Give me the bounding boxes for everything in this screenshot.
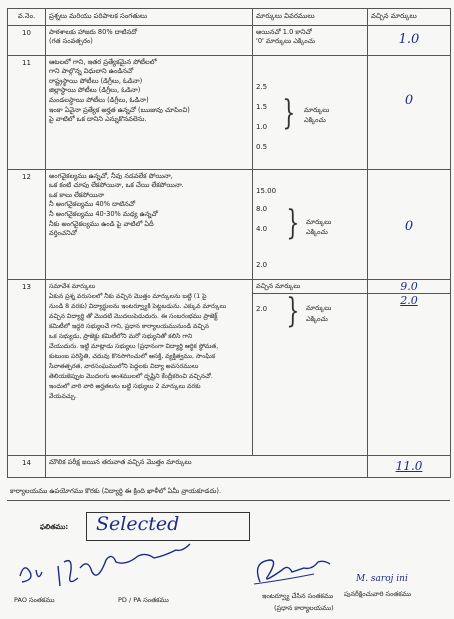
awarded-value-handwritten: 0 — [404, 92, 414, 108]
criteria-line: ఒక కాలు లేకపోయినా — [49, 190, 105, 199]
header-sno: వ.నెం. — [8, 9, 46, 26]
awarded-cell — [368, 55, 451, 169]
brace-note: మార్కులు — [304, 105, 330, 114]
awarded-value-handwritten: 11.0 — [395, 458, 423, 473]
criteria-line: (గత సంవత్సరం) — [49, 37, 93, 46]
criteria-line: పాఠశాలకు హాజరు 80% దాటినదో — [49, 27, 138, 36]
table-header-row — [8, 9, 451, 26]
criteria-line: అంగవైకల్యము ఉన్నచో, నీవు నడవలేక పోయినా, — [49, 171, 173, 180]
awarded-value-handwritten: 0 — [404, 218, 414, 234]
criteria-line: వేయవచ్చు. — [49, 393, 77, 401]
header-marks-awarded: వచ్చిన మార్కులు — [368, 9, 451, 26]
marks-option: 0.5 — [256, 142, 268, 151]
signature-name-handwritten: M. saroj ini — [356, 574, 408, 584]
header-criteria: ప్రశ్నలు మరియు పరిపాలక సంగతులు — [46, 9, 253, 26]
office-use-note: కార్యాలయము ఉపయోగము కొరకు (విద్యార్థి ఈ క్రింది ఖాళీలో ఏమీ వ్రాయకూడదు). — [10, 487, 222, 495]
criteria-line: వర్తించనిచో — [49, 229, 77, 238]
row-number: 10 — [8, 25, 46, 55]
marks-detail-cell — [253, 55, 368, 169]
criteria-line: కమిటీలో ఇద్దరి సభ్యులచే గాని, ప్రధాన కార్యాలయమునుండి వచ్చిన — [49, 323, 209, 331]
awarded-cell — [368, 455, 451, 477]
signature-ink-pao-pd — [14, 540, 224, 600]
marks-option: 15.00 — [256, 186, 277, 195]
awarded-cell — [368, 25, 451, 55]
criteria-title: సమావేశ మార్కులు — [49, 282, 96, 290]
criteria-line: మండలస్థాయి పోటీలు (డిగ్రీలు, ఓడినా) — [49, 96, 149, 105]
brace-glyph: } — [286, 202, 300, 243]
marks-detail-cell — [253, 169, 368, 279]
criteria-line: నీకు అంగవైకల్యము ఉండి పై వాటిలో ఏదీ — [49, 219, 154, 228]
criteria-line: తెలియజెప్పుట మొదలగు అంశములలో దృష్టిని కేంద్రీకరించి వచ్చినచో. — [49, 373, 213, 381]
criteria-cell — [46, 25, 253, 55]
row-number: 11 — [8, 55, 46, 169]
criteria-line: ఇందులో వారి వారి అర్హతలను బట్టి సభ్యులు 2 మార్కులు వరకు — [49, 383, 201, 391]
row-number: 14 — [8, 455, 46, 477]
marks-option: 8.0 — [256, 204, 268, 213]
table-row — [8, 55, 451, 169]
criteria-line: ఒక కంటి చూపు లేకపోయినా, ఒక చేయి లేకపోయినా. — [49, 181, 184, 190]
signature-label-pao: PAO సంతకము — [14, 596, 55, 604]
awarded-value-handwritten: 1.0 — [398, 31, 420, 47]
detail-line: అయినచో 1.0 కానిచో — [256, 27, 312, 36]
row-number: 12 — [8, 169, 46, 279]
criteria-line: ఏకున ప్రశ్న వరుసలలో నీకు వచ్చిన మొత్తం మార్కులను బట్టి (1 పై — [49, 292, 207, 300]
criteria-line: ఆటలలో గాని, ఇతర ప్రత్యేకమైన పోటీలలో — [49, 57, 157, 66]
marks-option: 2.0 — [256, 304, 268, 313]
brace-glyph: } — [282, 92, 296, 133]
criteria-line: ఒక సభ్యుడు, ప్రాజెక్టు కమిటీలోని మరో సభ్యునితో కలిసి గాని — [49, 333, 193, 341]
marks-table — [7, 8, 451, 478]
criteria-line: రాష్ట్రస్థాయి పోటీలు (డిగ్రీలు, ఓడినా) — [49, 76, 143, 85]
criteria-cell — [46, 55, 253, 169]
awarded-value-handwritten: 2.0 — [400, 293, 418, 307]
brace-note: మార్కులు — [306, 303, 332, 312]
marks-option: 2.5 — [256, 82, 268, 91]
signature-label-reviewer: పునరీక్షించువారి సంతకము — [344, 590, 411, 598]
criteria-cell — [46, 169, 253, 279]
awarded-cell — [368, 169, 451, 279]
sub-header: వచ్చిన మార్కులు — [253, 280, 367, 294]
criteria-line: నుండి 8 వరకు) విద్యార్థులను ఇంటర్వ్యూకి పెట్టబడును. ఎక్కువ మార్కులు — [49, 302, 227, 310]
criteria-line: గాని పాల్గొన్న విధులాని ఉండినచో — [49, 67, 134, 76]
brace-note: ఎక్కించు — [306, 227, 328, 236]
marks-option: 1.5 — [256, 102, 268, 111]
detail-line: '0' మార్కులు ఎక్కించు — [256, 37, 316, 46]
signature-label-pd: PD / PA సంతకము — [118, 596, 169, 604]
marks-option: 4.0 — [256, 224, 268, 233]
result-value-handwritten: Selected — [96, 513, 180, 535]
signature-label-interviewer: ఇంటర్వ్యూ చేసిన సంతకము — [262, 592, 334, 600]
awarded-cell — [368, 279, 451, 455]
marks-option: 1.0 — [256, 122, 268, 131]
brace-note: ఎక్కించు — [304, 115, 326, 124]
criteria-line: నీ అంగవైకల్యము 40-30% మధ్య ఉన్నచో — [49, 210, 158, 219]
table-row — [8, 279, 451, 455]
marks-detail-cell — [253, 279, 368, 455]
awarded-value-handwritten: 9.0 — [400, 279, 418, 293]
criteria-cell — [46, 279, 253, 455]
signature-sub-label: (ప్రధాన కార్యాలయము) — [274, 604, 334, 612]
header-marks-detail: మార్కులు వివరములు — [253, 9, 368, 26]
row-number: 13 — [8, 279, 46, 455]
criteria-line: ఇంకా ఏవైనా ప్రత్యేక అర్హత ఉన్నచో (ఋజువు చూపించి) — [49, 105, 190, 114]
result-label: ఫలితము: — [40, 523, 69, 531]
criteria-cell: మౌలిక పరీక్ష జయిన తరువాత వచ్చిన మొత్తం మార్కులు — [46, 455, 368, 477]
brace-note: ఎక్కించు — [306, 314, 328, 323]
table-row — [8, 25, 451, 55]
divider — [7, 500, 450, 501]
criteria-line: పై వాటిలో ఒక దానిని ఎన్నుకొనవలెను. — [49, 115, 147, 124]
criteria-line: నీ అంగవైకల్యము 40% దాటినచో — [49, 200, 136, 209]
signature-ink-interviewer — [246, 552, 336, 588]
marks-detail-cell — [253, 25, 368, 55]
brace-note: మార్కులు — [306, 217, 332, 226]
criteria-line: సేవాతత్పరత, వారసంఘములోని పెద్దలకు విద్యా అవసరములు — [49, 363, 199, 371]
marks-option: 2.0 — [256, 260, 268, 269]
criteria-line: వచ్చిన విద్యార్థి తో మొదటి మొదలుపెడుదురు. ఈ సంబరంభము ప్రాజెక్ట్ — [49, 312, 218, 320]
criteria-line: కుటుంబ పరిస్థితి, చదువు కొనసాగించులో ఆసక్తి, వ్యక్తిత్వము, సాంఘిక — [49, 353, 216, 361]
table-row — [8, 169, 451, 279]
table-row — [8, 455, 451, 477]
criteria-line: చేయుదురు. ఇట్టి మాట్లాడు సభ్యులు (ప్రధానంగా విద్యార్థి ఆర్థిక స్థోమత, — [49, 343, 219, 351]
criteria-line: జిల్లాస్థాయి పోటీలు (డిగ్రీలు, ఓడినా) — [49, 86, 141, 95]
brace-glyph: } — [286, 290, 300, 331]
